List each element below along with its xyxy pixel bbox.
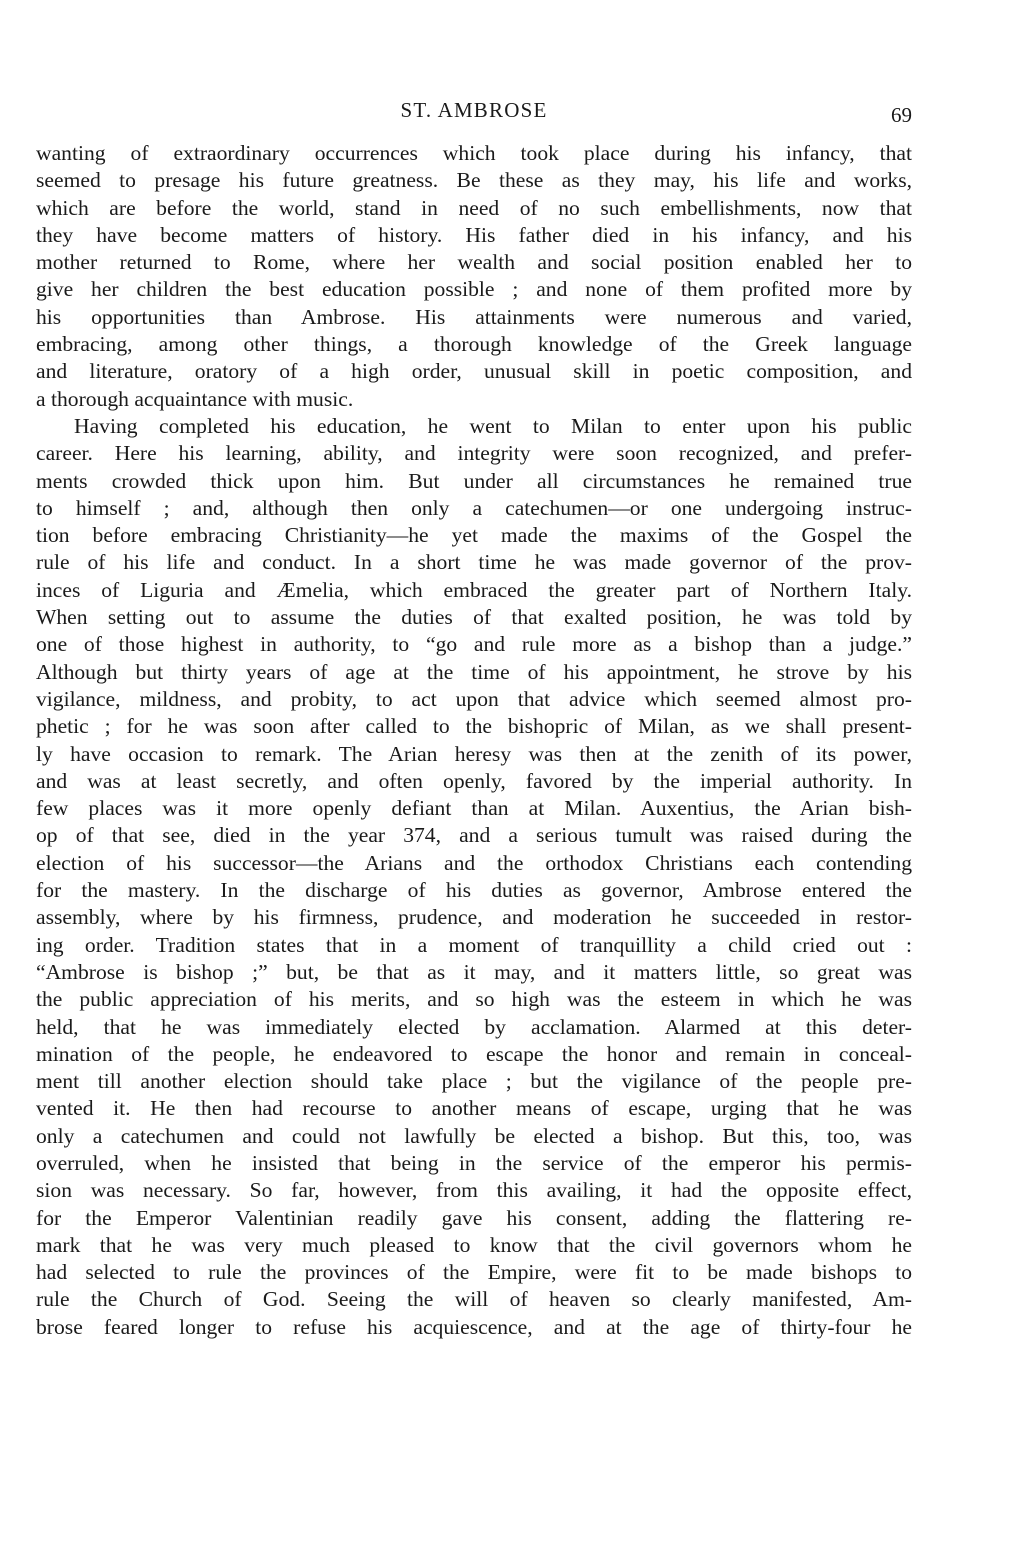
text-line: a thorough acquaintance with music. — [36, 386, 354, 411]
text-line: wanting of extraordinary occurrences which took place during his infancy, that — [36, 141, 912, 165]
text-line: mark that he was very much pleased to know that the civil governors whom he — [36, 1232, 912, 1257]
text-line: phetic ; for he was soon after called to the bishopric of Milan, as we shall present- — [36, 714, 912, 739]
text-line: only a catechumen and could not lawfully be elected a bishop. But this, too, was — [36, 1123, 912, 1148]
text-line: for the mastery. In the discharge of his duties as governor, Ambrose entered the — [36, 878, 912, 903]
text-line: to himself ; and, although then only a catechumen—or one undergoing instruc- — [36, 495, 912, 520]
text-line: held, that he was immediately elected by acclamation. Alarmed at this deter- — [36, 1014, 912, 1039]
body-text — [36, 140, 912, 1341]
text-line: Although but thirty years of age at the time of his appointment, he strove by his — [36, 659, 912, 684]
text-line: brose feared longer to refuse his acquiescence, and at the age of thirty-four he — [36, 1314, 912, 1339]
text-line: inces of Liguria and Æmelia, which embraced the greater part of Northern Italy. — [36, 577, 912, 602]
text-line: seemed to presage his future greatness. Be these as they may, his life and works, — [36, 168, 912, 193]
text-line: which are before the world, stand in need of no such embellishments, now that — [36, 195, 912, 220]
text-line: vented it. He then had recourse to another means of escape, urging that he was — [36, 1096, 912, 1121]
text-line: ing order. Tradition states that in a moment of tranquillity a child cried out : — [36, 932, 912, 957]
text-line: ly have occasion to remark. The Arian heresy was then at the zenith of its power, — [36, 741, 912, 766]
text-line: assembly, where by his firmness, prudence, and moderation he succeeded in restor- — [36, 905, 912, 930]
text-line: rule the Church of God. Seeing the will of heaven so clearly manifested, Am- — [36, 1287, 912, 1312]
text-line: career. Here his learning, ability, and integrity were soon recognized, and prefer- — [36, 441, 912, 466]
text-line: and was at least secretly, and often openly, favored by the imperial authority. In — [36, 768, 912, 793]
text-line: they have become matters of history. His father died in his infancy, and his — [36, 222, 912, 247]
text-line: ment till another election should take place ; but the vigilance of the people pre- — [36, 1069, 912, 1094]
text-line: overruled, when he insisted that being in the service of the emperor his permis- — [36, 1150, 912, 1175]
page-number: 69 — [891, 103, 912, 127]
running-head-title: ST. AMBROSE — [400, 98, 548, 122]
text-line: vigilance, mildness, and probity, to act upon that advice which seemed almost pro- — [36, 686, 912, 711]
text-line: election of his successor—the Arians and the orthodox Christians each contending — [36, 850, 912, 875]
text-line: few places was it more openly defiant than at Milan. Auxentius, the Arian bish- — [36, 796, 912, 821]
text-line: for the Emperor Valentinian readily gave his consent, adding the flattering re- — [36, 1205, 912, 1230]
paragraph-1 — [36, 140, 912, 413]
text-line: rule of his life and conduct. In a short time he was made governor of the prov- — [36, 550, 912, 575]
text-line: his opportunities than Ambrose. His attainments were numerous and varied, — [36, 304, 912, 329]
text-line: had selected to rule the provinces of the Empire, were fit to be made bishops to — [36, 1260, 912, 1285]
text-line: When setting out to assume the duties of that exalted position, he was told by — [36, 605, 912, 630]
text-line: mother returned to Rome, where her wealth and social position enabled her to — [36, 250, 912, 275]
paragraph-2 — [36, 413, 912, 1341]
text-line: the public appreciation of his merits, and so high was the esteem in which he was — [36, 987, 912, 1012]
text-line: one of those highest in authority, to “go and rule more as a bishop than a judge.” — [36, 632, 912, 657]
text-line: “Ambrose is bishop ;” but, be that as it may, and it matters little, so great was — [36, 959, 912, 984]
text-line: Having completed his education, he went to Milan to enter upon his public — [74, 413, 912, 438]
text-line: sion was necessary. So far, however, from this availing, it had the opposite effect, — [36, 1178, 912, 1203]
text-line: embracing, among other things, a thorough knowledge of the Greek language — [36, 332, 912, 357]
text-line: give her children the best education possible ; and none of them profited more by — [36, 277, 912, 302]
text-line: mination of the people, he endeavored to escape the honor and remain in conceal- — [36, 1041, 912, 1066]
text-line: and literature, oratory of a high order, unusual skill in poetic composition, and — [36, 359, 912, 384]
text-line: ments crowded thick upon him. But under all circumstances he remained true — [36, 468, 912, 493]
book-page — [36, 95, 912, 1341]
running-head — [36, 95, 912, 129]
text-line: tion before embracing Christianity—he yet made the maxims of the Gospel the — [36, 523, 912, 548]
text-line: op of that see, died in the year 374, and a serious tumult was raised during the — [36, 823, 912, 848]
